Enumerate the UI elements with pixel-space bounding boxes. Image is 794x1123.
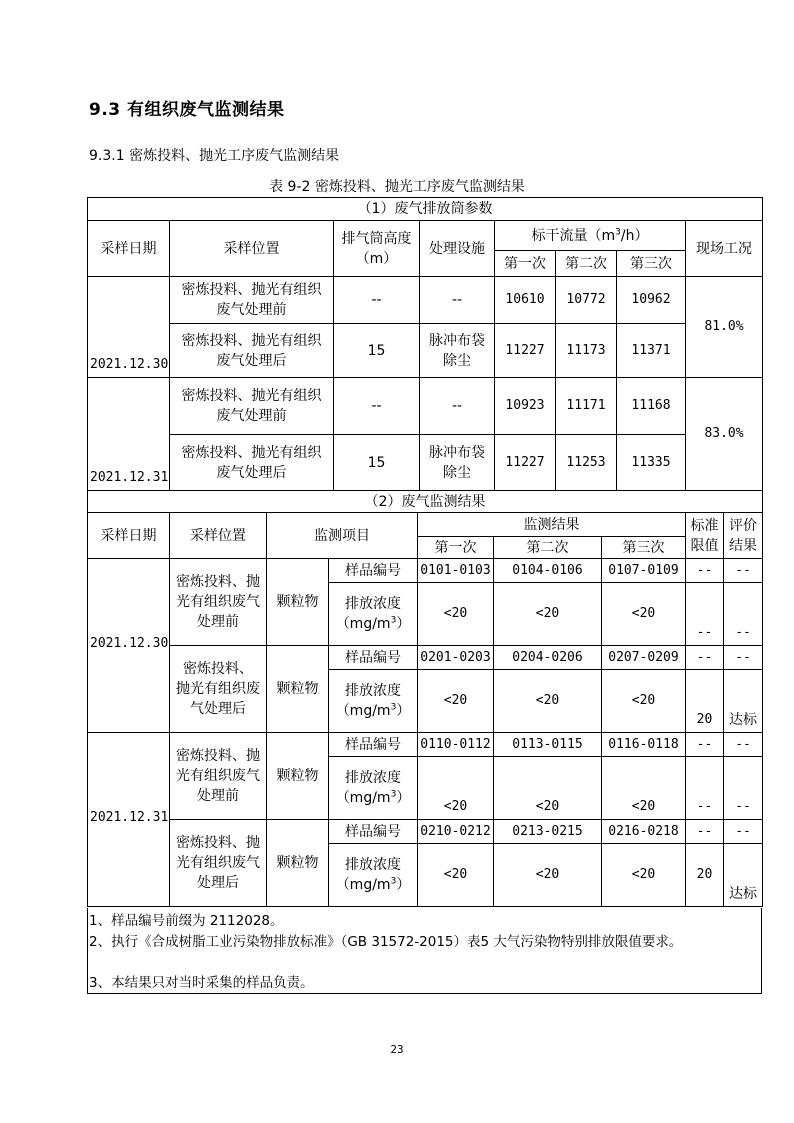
flow-third: 11168	[617, 378, 686, 435]
table-row	[88, 559, 763, 583]
header-stack-height-line1: 排气筒高度	[341, 230, 412, 247]
conc-third: <20	[602, 583, 686, 646]
sampling-date: 2021.12.30	[88, 559, 170, 733]
flow-second: 11173	[556, 324, 617, 378]
header-flow-suffix: /h）	[620, 227, 649, 244]
sample-limit: --	[686, 820, 724, 844]
header-location: 采样位置	[170, 221, 334, 277]
sampling-date: 2021.12.30	[88, 277, 170, 378]
stack-height: 15	[334, 324, 420, 378]
section-title: 9.3 有组织废气监测结果	[89, 100, 285, 120]
sample-third: 0216-0218	[602, 820, 686, 844]
header-date: 采样日期	[88, 221, 170, 277]
conc-eval: --	[724, 583, 763, 646]
monitoring-results-table	[87, 490, 763, 907]
conc-label: 排放浓度 $(mg/m^3)$	[329, 583, 418, 646]
conc-second: <20	[494, 670, 602, 733]
flow-first: 11227	[495, 324, 556, 378]
sample-second: 0113-0115	[494, 733, 602, 757]
conc-second: <20	[494, 844, 602, 907]
table-notes	[87, 908, 762, 994]
sample-limit: --	[686, 733, 724, 757]
header-limit: 标准 限值	[686, 513, 724, 559]
work-condition: 83.0%	[686, 378, 763, 491]
flow-first: 10610	[495, 277, 556, 324]
sampling-location: 密炼投料、抛 光有组织废气 处理前	[170, 559, 267, 646]
flow-third: 10962	[617, 277, 686, 324]
table-row	[88, 820, 763, 844]
facility: 脉冲布袋 除尘	[420, 435, 495, 491]
table-row	[88, 277, 763, 324]
sample-label: 样品编号	[329, 559, 418, 583]
header-condition: 现场工况	[686, 221, 763, 277]
conc-first: <20	[418, 583, 494, 646]
sampling-location: 密炼投料、抛光有组织 废气处理前	[170, 277, 334, 324]
sample-first: 0110-0112	[418, 733, 494, 757]
sampling-location: 密炼投料、抛 光有组织废气 处理后	[170, 820, 267, 907]
header-third: 第三次	[617, 251, 686, 277]
table-row	[88, 646, 763, 670]
conc-eval: --	[724, 757, 763, 820]
conc-limit: 20	[686, 844, 724, 907]
sample-second: 0104-0106	[494, 559, 602, 583]
flow-first: 10923	[495, 378, 556, 435]
flow-second: 10772	[556, 277, 617, 324]
conc-third: <20	[602, 757, 686, 820]
sample-first: 0101-0103	[418, 559, 494, 583]
sample-label: 样品编号	[329, 733, 418, 757]
conc-first: <20	[418, 844, 494, 907]
conc-label: 排放浓度 $(mg/m^3)$	[329, 757, 418, 820]
conc-first: <20	[418, 757, 494, 820]
sample-label: 样品编号	[329, 646, 418, 670]
sample-second: 0213-0215	[494, 820, 602, 844]
flow-third: 11335	[617, 435, 686, 491]
table-caption: 表 9-2 密炼投料、抛光工序废气监测结果	[269, 179, 525, 195]
conc-limit: --	[686, 583, 724, 646]
pollutant: 颗粒物	[267, 733, 329, 820]
table-row	[88, 733, 763, 757]
sampling-location: 密炼投料、 抛光有组织废 气处理后	[170, 646, 267, 733]
table-row	[88, 435, 763, 491]
sample-eval: --	[724, 559, 763, 583]
work-condition: 81.0%	[686, 277, 763, 378]
conc-limit: --	[686, 757, 724, 820]
sampling-location: 密炼投料、抛光有组织 废气处理前	[170, 378, 334, 435]
pollutant: 颗粒物	[267, 646, 329, 733]
conc-second: <20	[494, 583, 602, 646]
sample-eval: --	[724, 646, 763, 670]
conc-label: 排放浓度 $(mg/m^3)$	[329, 670, 418, 733]
header-first: 第一次	[495, 251, 556, 277]
sample-eval: --	[724, 733, 763, 757]
stack-height: --	[334, 378, 420, 435]
sampling-location: 密炼投料、抛光有组织 废气处理后	[170, 435, 334, 491]
sample-first: 0201-0203	[418, 646, 494, 670]
facility: 脉冲布袋 除尘	[420, 324, 495, 378]
conc-limit: 20	[686, 670, 724, 733]
conc-third: <20	[602, 670, 686, 733]
sampling-location: 密炼投料、抛 光有组织废气 处理前	[170, 733, 267, 820]
sampling-location: 密炼投料、抛光有组织 废气处理后	[170, 324, 334, 378]
conc-eval: 达标	[724, 670, 763, 733]
conc-first: <20	[418, 670, 494, 733]
sample-third: 0207-0209	[602, 646, 686, 670]
sample-eval: --	[724, 820, 763, 844]
header-item: 监测项目	[267, 513, 418, 559]
conc-second: <20	[494, 757, 602, 820]
sample-third: 0116-0118	[602, 733, 686, 757]
page-number: 23	[390, 1043, 404, 1056]
part2-title: （2）废气监测结果	[88, 491, 763, 513]
sample-third: 0107-0109	[602, 559, 686, 583]
header-flow-prefix: 标干流量（m	[531, 227, 616, 244]
flow-first: 11227	[495, 435, 556, 491]
header-third: 第三次	[602, 537, 686, 559]
header-flow	[495, 221, 686, 251]
note-2: 2、执行《合成树脂工业污染物排放标准》（GB 31572-2015）表5 大气污染物特别排放限值要求。	[89, 934, 683, 950]
flow-second: 11253	[556, 435, 617, 491]
flow-third: 11371	[617, 324, 686, 378]
stack-height: --	[334, 277, 420, 324]
header-flow-sup: 3	[615, 226, 621, 237]
table-row	[88, 378, 763, 435]
facility: --	[420, 277, 495, 324]
sample-label: 样品编号	[329, 820, 418, 844]
subsection-title: 9.3.1 密炼投料、抛光工序废气监测结果	[89, 148, 340, 164]
sampling-date: 2021.12.31	[88, 378, 170, 491]
note-3: 3、本结果只对当时采集的样品负责。	[89, 975, 314, 991]
sample-first: 0210-0212	[418, 820, 494, 844]
header-stack-height-line2: （m）	[355, 250, 398, 267]
table-row	[88, 324, 763, 378]
header-first: 第一次	[418, 537, 494, 559]
header-stack-height	[334, 221, 420, 277]
note-1: 1、样品编号前缀为 2112028。	[89, 913, 284, 929]
facility: --	[420, 378, 495, 435]
header-second: 第二次	[494, 537, 602, 559]
sample-limit: --	[686, 646, 724, 670]
stack-parameters-table	[87, 197, 763, 491]
flow-second: 11171	[556, 378, 617, 435]
conc-third: <20	[602, 844, 686, 907]
pollutant: 颗粒物	[267, 559, 329, 646]
header-evaluation: 评价 结果	[724, 513, 763, 559]
header-second: 第二次	[556, 251, 617, 277]
sample-limit: --	[686, 559, 724, 583]
sample-second: 0204-0206	[494, 646, 602, 670]
pollutant: 颗粒物	[267, 820, 329, 907]
part1-title: （1）废气排放筒参数	[88, 198, 763, 221]
header-results: 监测结果	[418, 513, 686, 537]
conc-label: 排放浓度 $(mg/m^3)$	[329, 844, 418, 907]
header-date: 采样日期	[88, 513, 170, 559]
conc-eval: 达标	[724, 844, 763, 907]
sampling-date: 2021.12.31	[88, 733, 170, 907]
header-location: 采样位置	[170, 513, 267, 559]
stack-height: 15	[334, 435, 420, 491]
header-facility: 处理设施	[420, 221, 495, 277]
